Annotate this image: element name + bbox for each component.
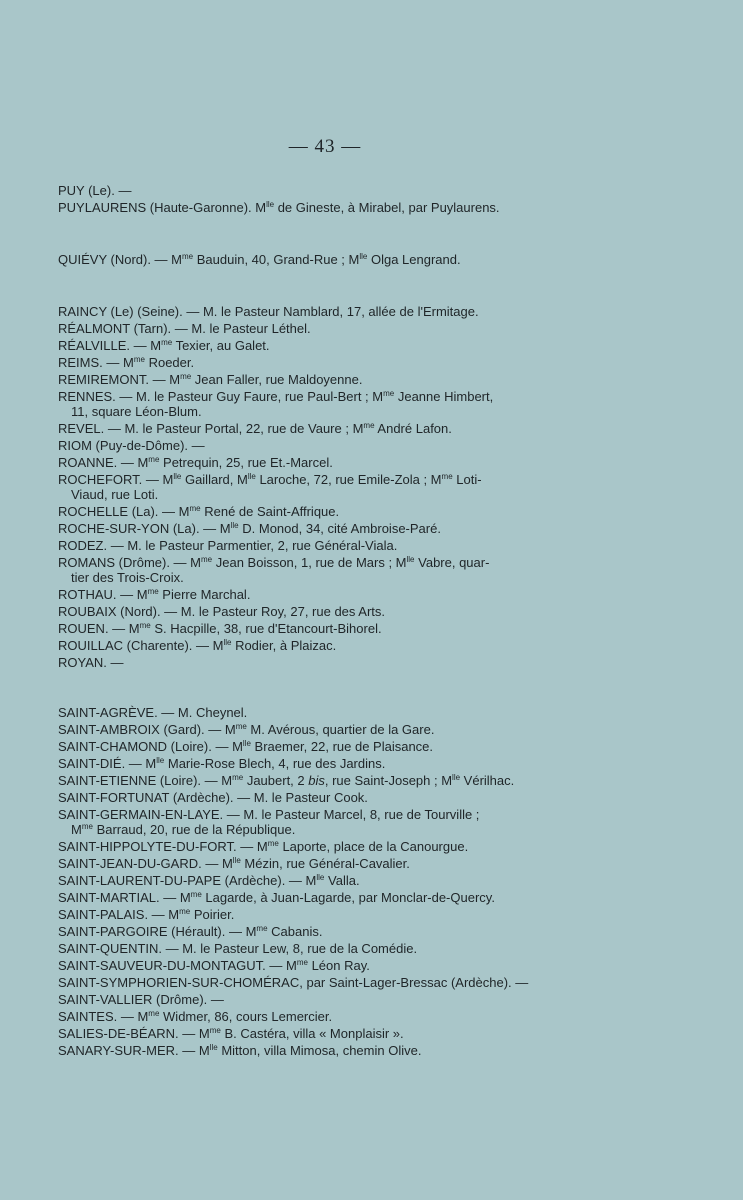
entry-continuation: 11, square Léon-Blum. — [71, 404, 202, 419]
directory-entry: SAINT-AMBROIX (Gard). — $M^{me}$ M. Avérous, quartier de la Gare. — [58, 722, 435, 737]
directory-entry: SANARY-SUR-MER. — $M^{lle}$ Mitton, villa Mimosa, chemin Olive. — [58, 1043, 422, 1058]
directory-entry: ROMANS (Drôme). — $M^{me}$ Jean Boisson, 1, rue de Mars ; $M^{lle}$ Vabre, quar- tier des Trois-Croix. — [58, 555, 588, 585]
section-s — [58, 705, 588, 1060]
directory-entry: REMIREMONT. — $M^{me}$ Jean Faller, rue Maldoyenne. — [58, 372, 363, 387]
directory-entry: REVEL. — M. le Pasteur Portal, 22, rue de Vaure ; $M^{me}$ André Lafon. — [58, 421, 452, 436]
directory-entry: ROYAN. — — [58, 655, 124, 670]
directory-entry: SAINT-SYMPHORIEN-SUR-CHOMÉRAC, par Saint-Lager-Bressac (Ardèche). — — [58, 975, 529, 990]
directory-entry: RENNES. — M. le Pasteur Guy Faure, rue Paul-Bert ; $M^{me}$ Jeanne Himbert, 11, square Léon-Blum. — [58, 389, 588, 419]
directory-entry: SAINT-HIPPOLYTE-DU-FORT. — $M^{me}$ Laporte, place de la Canourgue. — [58, 839, 469, 854]
directory-entry: ROTHAU. — $M^{me}$ Pierre Marchal. — [58, 587, 251, 602]
directory-entry: RODEZ. — M. le Pasteur Parmentier, 2, rue Général-Viala. — [58, 538, 398, 553]
directory-entry: SAINT-GERMAIN-EN-LAYE. — M. le Pasteur Marcel, 8, rue de Tourville ; $M^{me}$ Barraud, 20, rue de la République. — [58, 807, 588, 837]
directory-entry: ROCHEFORT. — $M^{lle}$ Gaillard, $M^{lle}$ Laroche, 72, rue Emile-Zola ; $M^{me}$ Loti- Viaud, rue Loti. — [58, 472, 588, 502]
directory-entry: SAINT-DIÉ. — $M^{lle}$ Marie-Rose Blech, 4, rue des Jardins. — [58, 756, 386, 771]
directory-entry: SAINT-VALLIER (Drôme). — — [58, 992, 224, 1007]
directory-entry: SAINT-MARTIAL. — $M^{me}$ Lagarde, à Juan-Lagarde, par Monclar-de-Quercy. — [58, 890, 495, 905]
entry-continuation: $M^{me}$ Barraud, 20, rue de la République. — [71, 822, 296, 837]
directory-entry: RÉALMONT (Tarn). — M. le Pasteur Léthel. — [58, 321, 311, 336]
directory-entry: ROUILLAC (Charente). — $M^{lle}$ Rodier, à Plaizac. — [58, 638, 337, 653]
directory-entry: PUYLAURENS (Haute-Garonne). $M^{lle}$ de Gineste, à Mirabel, par Puylaurens. — [58, 200, 500, 215]
directory-entry: SAINT-ETIENNE (Loire). — $M^{me}$ Jaubert, 2 bis, rue Saint-Joseph ; $M^{lle}$ Vérilhac. — [58, 773, 515, 788]
directory-entry: RÉALVILLE. — $M^{me}$ Texier, au Galet. — [58, 338, 270, 353]
directory-entry: PUY (Le). — — [58, 183, 132, 198]
directory-entry: ROCHE-SUR-YON (La). — $M^{lle}$ D. Monod, 34, cité Ambroise-Paré. — [58, 521, 441, 536]
entry-continuation: tier des Trois-Croix. — [71, 570, 184, 585]
directory-entry: SAINT-AGRÈVE. — M. Cheynel. — [58, 705, 248, 720]
directory-entry: SAINTES. — $M^{me}$ Widmer, 86, cours Lemercier. — [58, 1009, 333, 1024]
directory-entry: SAINT-QUENTIN. — M. le Pasteur Lew, 8, rue de la Comédie. — [58, 941, 418, 956]
directory-entry: SAINT-JEAN-DU-GARD. — $M^{lle}$ Mézin, rue Général-Cavalier. — [58, 856, 410, 871]
directory-entry: REIMS. — $M^{me}$ Roeder. — [58, 355, 195, 370]
page-number: — 43 — — [288, 136, 362, 157]
directory-entry: ROANNE. — $M^{me}$ Petrequin, 25, rue Et.-Marcel. — [58, 455, 333, 470]
directory-entry: SALIES-DE-BÉARN. — $M^{me}$ B. Castéra, villa « Monplaisir ». — [58, 1026, 404, 1041]
directory-entry: ROUEN. — $M^{me}$ S. Hacpille, 38, rue d'Etancourt-Bihorel. — [58, 621, 382, 636]
directory-entry: RAINCY (Le) (Seine). — M. le Pasteur Namblard, 17, allée de l'Ermitage. — [58, 304, 479, 319]
section-q — [58, 252, 588, 269]
directory-entry: SAINT-SAUVEUR-DU-MONTAGUT. — $M^{me}$ Léon Ray. — [58, 958, 370, 973]
directory-entry: SAINT-PARGOIRE (Hérault). — $M^{me}$ Cabanis. — [58, 924, 323, 939]
directory-entry: RIOM (Puy-de-Dôme). — — [58, 438, 205, 453]
directory-entry: QUIÉVY (Nord). — $M^{me}$ Bauduin, 40, Grand-Rue ; $M^{lle}$ Olga Lengrand. — [58, 252, 461, 267]
directory-entry: SAINT-CHAMOND (Loire). — $M^{lle}$ Braemer, 22, rue de Plaisance. — [58, 739, 434, 754]
directory-entry: SAINT-PALAIS. — $M^{me}$ Poirier. — [58, 907, 235, 922]
section-r — [58, 304, 588, 672]
entry-continuation: Viaud, rue Loti. — [71, 487, 159, 502]
directory-entry: ROCHELLE (La). — $M^{me}$ René de Saint-Affrique. — [58, 504, 340, 519]
directory-entry: ROUBAIX (Nord). — M. le Pasteur Roy, 27, rue des Arts. — [58, 604, 386, 619]
section-p — [58, 183, 588, 217]
directory-entry: SAINT-FORTUNAT (Ardèche). — M. le Pasteur Cook. — [58, 790, 368, 805]
directory-entry: SAINT-LAURENT-DU-PAPE (Ardèche). — $M^{lle}$ Valla. — [58, 873, 360, 888]
